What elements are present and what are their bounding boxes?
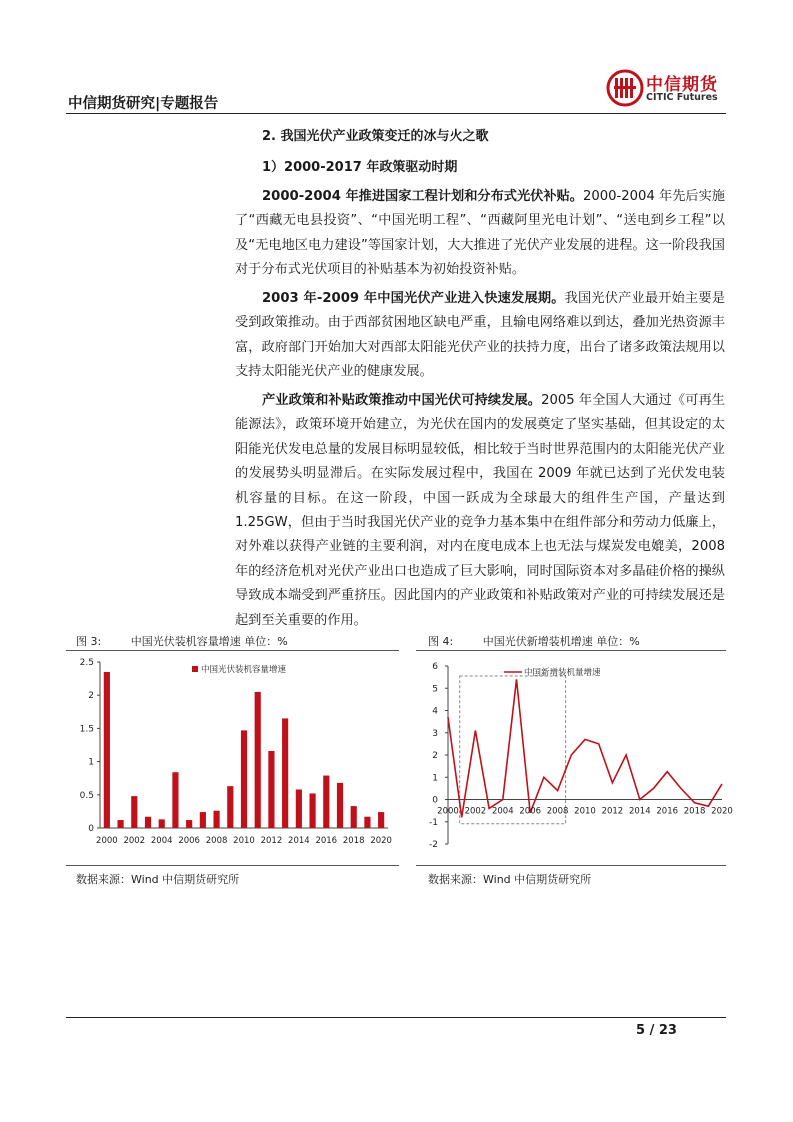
- paragraph-3-lead: 产业政策和补贴政策推动中国光伏可持续发展。: [262, 393, 542, 408]
- bar-2000: [104, 672, 110, 828]
- paragraph-3: [235, 389, 725, 633]
- section-heading: 2. 我国光伏产业政策变迁的冰与火之歌: [262, 129, 489, 144]
- figure-4-source: 数据来源：Wind 中信期货研究所: [428, 873, 592, 886]
- bar-2008: [213, 811, 219, 828]
- paragraph-1: [235, 185, 725, 283]
- x-tick-label: 2020: [370, 836, 392, 846]
- bar-2012: [268, 751, 274, 828]
- x-tick-label: 2000: [437, 806, 459, 817]
- header-divider: [66, 113, 726, 114]
- y-tick-label: 2: [88, 691, 94, 702]
- bar-2001: [117, 820, 123, 828]
- bar-2017: [337, 783, 343, 828]
- y-tick-label: 3: [432, 728, 438, 739]
- bar-2007: [200, 812, 206, 828]
- bar-2014: [296, 789, 302, 828]
- bar-2010: [241, 730, 247, 828]
- x-tick-label: 2008: [205, 836, 228, 846]
- x-tick-label: 2014: [628, 806, 651, 817]
- x-tick-label: 2006: [178, 836, 200, 846]
- y-tick-label: 2: [432, 751, 438, 761]
- x-tick-label: 2010: [574, 806, 596, 817]
- bar-2011: [255, 692, 261, 828]
- highlight-box: [460, 676, 566, 824]
- figure-4-caption: [428, 633, 640, 649]
- section-subheading: 1）2000-2017 年政策驱动时期: [262, 160, 458, 175]
- legend-swatch: [192, 666, 198, 672]
- y-tick-label: 5: [432, 684, 438, 695]
- figure-3-top-rule: [66, 650, 399, 651]
- bar-2005: [172, 772, 178, 828]
- x-tick-label: 2002: [123, 836, 146, 846]
- figure-4-top-rule: [416, 650, 726, 651]
- figure-3-source: 数据来源：Wind 中信期货研究所: [76, 873, 240, 886]
- y-tick-label: 1: [432, 773, 438, 784]
- bar-2009: [227, 786, 233, 828]
- x-tick-label: 2012: [260, 836, 283, 846]
- figure-4-bottom-rule: [416, 865, 726, 866]
- y-tick-label: -1: [429, 817, 438, 828]
- report-header-title: 中信期货研究|专题报告: [68, 96, 219, 112]
- y-tick-label: 2.5: [79, 658, 94, 668]
- figure-3-label: 图 3:: [76, 635, 102, 648]
- paragraph-1-lead: 2000-2004 年推进国家工程计划和分布式光伏补贴。: [262, 189, 583, 204]
- figure-3-bottom-rule: [66, 865, 399, 866]
- paragraph-2: [235, 287, 725, 385]
- bar-2020: [378, 812, 384, 828]
- x-tick-label: 2004: [150, 836, 173, 846]
- x-tick-label: 2008: [546, 806, 569, 817]
- x-tick-label: 2016: [315, 836, 338, 846]
- logo-english: CITIC Futures: [646, 92, 718, 103]
- x-tick-label: 2010: [233, 836, 255, 846]
- x-tick-label: 2012: [601, 806, 624, 817]
- bar-2015: [309, 793, 315, 828]
- x-tick-label: 2014: [288, 836, 310, 846]
- x-tick-label: 2018: [342, 836, 365, 846]
- y-tick-label: 1: [88, 757, 94, 768]
- citic-logo-icon: [606, 68, 644, 108]
- x-tick-label: 2016: [656, 806, 679, 817]
- x-tick-label: 2020: [711, 806, 733, 817]
- figure-3-title: 中国光伏装机容量增速 单位：%: [130, 635, 288, 648]
- x-tick-label: 2018: [683, 806, 706, 817]
- x-tick-label: 2006: [519, 806, 542, 817]
- figure-4-title: 中国光伏新增装机增速 单位：%: [482, 635, 640, 648]
- citic-logo: [606, 68, 726, 112]
- paragraph-2-text: 我国光伏产业最开始主要是受到政策推动。由于西部贫困地区缺电严重，且输电网络难以到达，叠加光热资源丰富，政府部门开始加大对西部太阳能光伏产业的扶持力度，出台了诸多政策法规用以支持太阳能光伏产业的健康发展。: [235, 291, 726, 380]
- bar-2004: [159, 819, 165, 828]
- x-tick-label: 2000: [96, 836, 118, 846]
- figure-4-label: 图 4:: [428, 635, 454, 648]
- bar-2003: [145, 817, 151, 828]
- y-tick-label: 0: [432, 795, 438, 806]
- legend-label: 中国新增装机量增速: [524, 668, 601, 678]
- bar-2013: [282, 718, 288, 828]
- x-tick-label: 2002: [464, 806, 487, 817]
- x-tick-label: 2004: [491, 806, 514, 817]
- legend-label: 中国光伏装机容量增速: [201, 665, 287, 675]
- y-tick-label: 1.5: [79, 724, 94, 735]
- figure-3-caption: [76, 633, 288, 649]
- y-tick-label: 4: [432, 706, 438, 717]
- paragraph-1-text: 2000-2004 年先后实施了“西藏无电县投资”、“中国光明工程”、“西藏阿里光电计划”、“送电到乡工程”以及“无电地区电力建设”等国家计划，大大推进了光伏产业发展的进程。这一阶段我国对于分布式光伏项目的补贴基本为初始投资补贴。: [235, 189, 725, 278]
- paragraph-2-lead: 2003 年-2009 年中国光伏产业进入快速发展期。: [262, 291, 565, 306]
- bar-2016: [323, 776, 329, 828]
- bar-2006: [186, 820, 192, 828]
- y-tick-label: 0.5: [79, 790, 94, 801]
- footer-divider: [66, 1017, 726, 1018]
- bar-2019: [364, 817, 370, 828]
- figure-4-chart: [416, 652, 733, 864]
- bar-2018: [351, 806, 357, 828]
- figure-3-chart: [66, 652, 399, 864]
- paragraph-3-text: 2005 年全国人大通过《可再生能源法》，政策环境开始建立，为光伏在国内的发展奠定了坚实基础，但其设定的太阳能光伏发电总量的发展目标明显较低，相比较于当时世界范围内的太阳能光伏产业的发展势头明显滞后。在实际发展过程中，我国在 2009 年就已达到了光伏发电装机容量的目标。在这一阶段，中国一跃成为全球最大的组件生产国，产量达到 1.25GW，但由于当时我国光伏产业的竞争力基本集中在组件部分和劳动力低廉上，对外难以获得产业链的主要利润，对内在度电成本上也无法与煤炭发电媲美，2008 年的经济危机对光伏产业出口也造成了巨大影响，同时国际资本对多晶硅价格的操纵导致成本端受到严重挤压。因此国内的产业政策和补贴政策对产业的可持续发展还是起到至关重要的作用。: [235, 393, 725, 628]
- y-tick-label: 0: [88, 824, 94, 834]
- bar-2002: [131, 796, 137, 828]
- page-number: 5 / 23: [636, 1023, 677, 1038]
- logo-chinese: 中信期货: [646, 75, 718, 95]
- series-line: [448, 679, 722, 817]
- y-tick-label: 6: [432, 662, 438, 672]
- y-tick-label: -2: [429, 840, 438, 850]
